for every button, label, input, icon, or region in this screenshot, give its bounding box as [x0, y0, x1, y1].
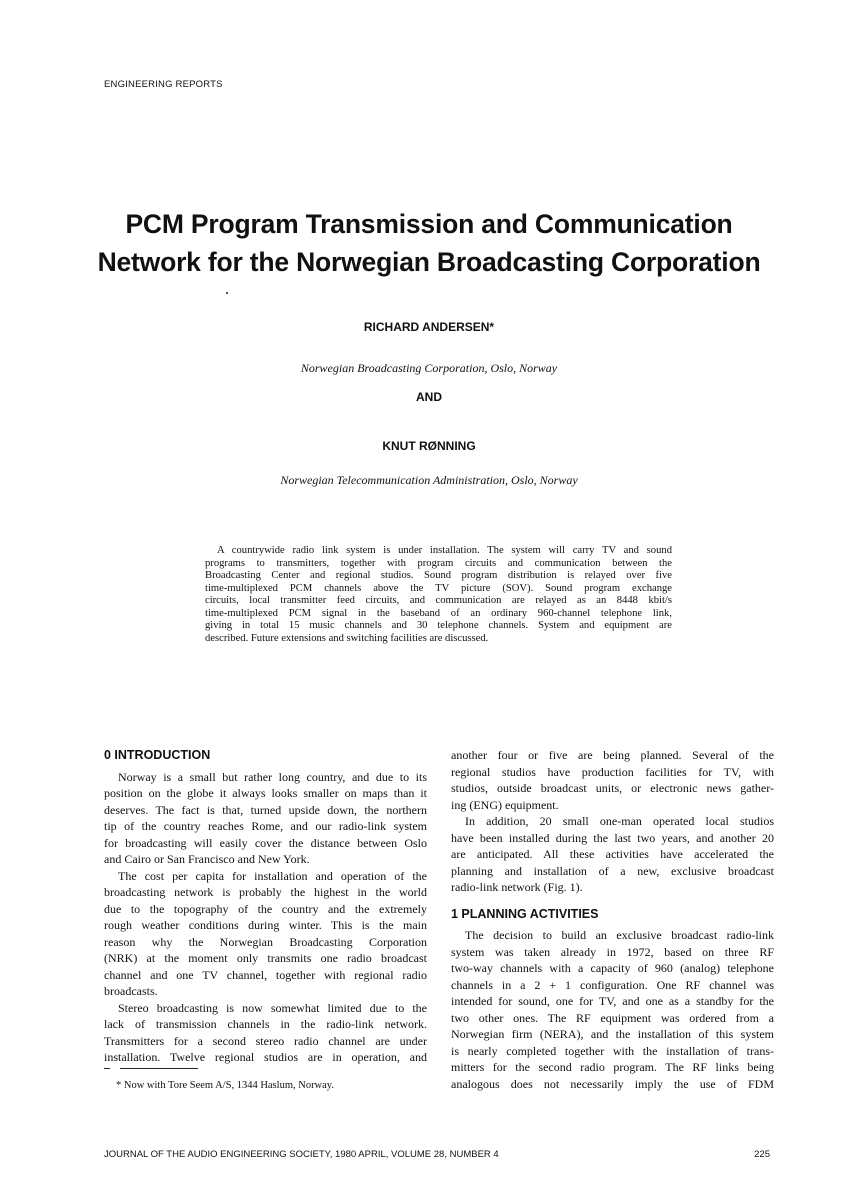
body-line: are anticipated. All these activities have accelerated the: [451, 847, 774, 861]
body-line: installation. Twelve regional studios are in operation, and: [104, 1050, 427, 1064]
body-line: reason why the Norwegian Broadcasting Corporation: [104, 934, 427, 949]
scan-speck: [226, 292, 228, 294]
body-line: for broadcasting will easily cover the distance between Oslo: [104, 835, 427, 850]
footnote-dash: [104, 1068, 110, 1069]
abstract-line: giving in total 15 music channels and 30 telephone channels. System and equipment are: [205, 620, 672, 631]
section-heading-planning: 1 PLANNING ACTIVITIES: [451, 906, 599, 921]
body-line: have been installed during the last two years, and another 20: [451, 830, 774, 845]
abstract-line: A countrywide radio link system is under installation. The system will carry TV and sound: [217, 545, 672, 556]
body-line: deserves. The fact is that, turned upside down, the northern: [104, 802, 427, 817]
body-line: broadcasts.: [104, 984, 158, 998]
body-line: ing (ENG) equipment.: [451, 797, 559, 812]
abstract-line: time-multiplexed PCM channels above the TV picture (SOV). Sound program exchange: [205, 582, 672, 594]
left-column: [104, 747, 427, 1066]
body-line: channels in a 2 + 1 configuration. One RF channel was: [451, 977, 774, 992]
footnote-rule: [120, 1068, 198, 1069]
body-line: planning and installation of a new, exclusive broadcast: [451, 863, 774, 878]
body-line: broadcasting network is probably the highest in the world: [104, 885, 427, 899]
author-2: KNUT RØNNING: [382, 439, 476, 453]
abstract-line: Broadcasting Center and regional studios. Sound program distribution is relayed over five: [205, 570, 672, 581]
abstract: [205, 545, 672, 645]
body-line: Transmitters for a second stereo radio channel are under: [104, 1033, 427, 1048]
body-line: two other ones. The RF equipment was ordered from a: [451, 1010, 774, 1025]
title-line-1: PCM Program Transmission and Communication: [125, 209, 733, 239]
abstract-line: described. Future extensions and switching facilities are discussed.: [205, 632, 489, 644]
paper-title: [0, 205, 858, 281]
affiliation-1: Norwegian Broadcasting Corporation, Oslo, Norway: [300, 361, 558, 375]
abstract-line: programs to transmitters, together with program circuits and communication between the: [205, 557, 672, 569]
abstract-line: time-multiplexed PCM signal in the baseband of an ordinary 960-channel telephone link,: [205, 607, 672, 619]
body-line: (NRK) at the moment only transmits one radio broadcast: [104, 951, 427, 965]
body-line: Norway is a small but rather long country, and due to its: [118, 769, 427, 784]
body-line: due to the topography of the country and the extremely: [104, 901, 427, 916]
right-column: [451, 747, 774, 1092]
body-line: system was taken already in 1972, based on three RF: [451, 944, 774, 959]
footnote: * Now with Tore Seem A/S, 1344 Haslum, Norway.: [116, 1080, 334, 1091]
and-label: AND: [416, 390, 442, 404]
body-line: studios, outside broadcast units, or electronic news gather-: [451, 781, 774, 795]
body-line: channel and one TV channel, together with regional radio: [104, 967, 427, 982]
body-line: is nearly completed together with the installation of trans-: [451, 1043, 774, 1058]
section-label: ENGINEERING REPORTS: [104, 79, 223, 90]
body-line: Stereo broadcasting is now somewhat limited due to the: [118, 1000, 427, 1015]
journal-footer: JOURNAL OF THE AUDIO ENGINEERING SOCIETY, 1980 APRIL, VOLUME 28, NUMBER 4: [104, 1149, 499, 1160]
author-1: RICHARD ANDERSEN*: [363, 320, 495, 334]
body-line: intended for sound, one for TV, and one as a standby for the: [451, 994, 774, 1008]
body-line: The cost per capita for installation and operation of the: [118, 868, 427, 883]
title-line-2: Network for the Norwegian Broadcasting Corporation: [97, 247, 761, 277]
abstract-line: circuits, local transmitter feed circuits, and communication are relayed as an 8448 kbit/s: [205, 595, 672, 606]
body-line: two-way channels with a capacity of 960 (analog) telephone: [451, 961, 774, 975]
section-heading-introduction: 0 INTRODUCTION: [104, 748, 211, 762]
body-line: another four or five are being planned. Several of the: [451, 748, 774, 762]
body-line: radio-link network (Fig. 1).: [451, 880, 583, 894]
body-line: Norwegian firm (NERA), and the installation of this system: [451, 1027, 774, 1041]
body-line: and Cairo or San Francisco and New York.: [104, 852, 310, 866]
body-line: regional studios have production facilities for TV, with: [451, 764, 774, 779]
body-line: rough weather conditions during winter. This is the main: [104, 918, 427, 932]
affiliation-2: Norwegian Telecommunication Administration, Oslo, Norway: [280, 473, 578, 487]
page-number: 225: [754, 1149, 770, 1160]
body-line: The decision to build an exclusive broadcast radio-link: [465, 928, 774, 942]
body-line: analogous does not necessarily imply the use of FDM: [451, 1076, 774, 1091]
body-line: tip of the country reaches Rome, and our radio-link system: [104, 819, 427, 833]
body-line: mitters for the second radio program. The RF links being: [451, 1060, 774, 1074]
body-line: lack of transmission channels in the radio-link network.: [104, 1017, 427, 1031]
body-line: In addition, 20 small one-man operated local studios: [465, 814, 774, 828]
body-line: position on the globe it always looks smaller on maps than it: [104, 786, 427, 800]
